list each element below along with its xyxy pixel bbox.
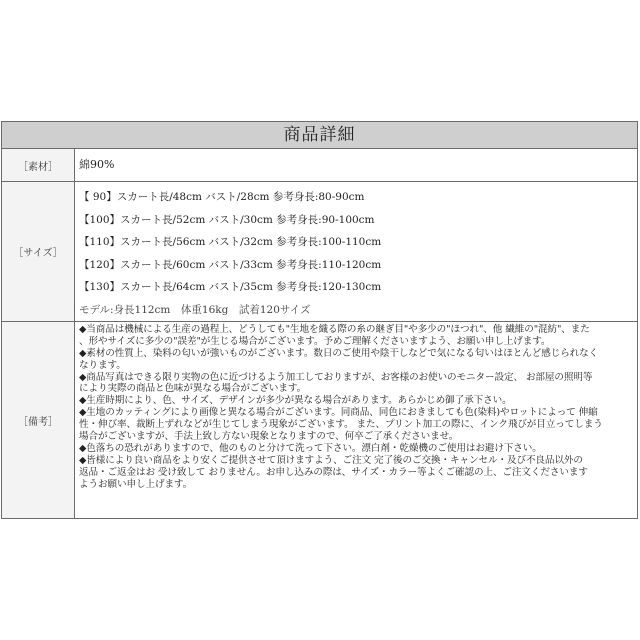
size-line: 【 90】スカート長/48cm バスト/28cm 参考身長:80-90cm <box>79 191 365 203</box>
note-line: ◆商品写真はできる限り実物の色に近づけるよう加工しておりますが、お客様のお使いのモニター設定、 お部屋の照明等 <box>79 371 593 383</box>
note-line: ◆素材の性質上、染料の匂いが強いものがございます。数日のご使用や陰干しなどで気になる匂いはほとんど感じられなく <box>79 347 599 359</box>
size-line: 【100】スカート長/52cm バスト/30cm 参考身長:90-100cm <box>79 213 375 226</box>
product-details-table <box>1 121 638 519</box>
note-line: により実際の商品と色味が異なる場合がございます。 <box>79 383 307 395</box>
notes-label: ［備考］ <box>2 322 75 518</box>
material-row <box>2 149 637 182</box>
note-line: ◆色落ちの恐れがありますので、他のものと分けて洗って下さい。漂白剤・乾燥機のご使用はお避け下さい。 <box>79 442 542 454</box>
note-line: 性・伸び率、裁断上ずれなどが生じてしまう現象がございます。 また、プリント加工の際に、インク飛びが目立ってしまう <box>79 419 603 431</box>
note-line: ◆生地のカッティングにより画像と異なる場合がございます。同商品、同色におきましても色(染料)やロットによって 伸縮 <box>79 407 598 419</box>
size-label: ［サイズ］ <box>2 182 75 321</box>
notes-row <box>2 322 637 518</box>
note-line: ◆生産時期により、色、サイズ、デザインが多少が異なる場合があります。あらかじめ御了承下さい。 <box>79 395 512 407</box>
note-line: ◆皆様により良い商品をより安くご提供させて頂けますよう、ご注文 完了後のご交換・キャンセル・及び不良品以外の <box>79 454 583 466</box>
material-value: 綿90% <box>79 158 115 171</box>
note-line: 場合がございますが、手法上致し方ない現象となりますので、何卒ご了承くださいませ。 <box>79 431 459 443</box>
note-line: ◆当商品は機械による生産の過程上、どうしても"生地を織る際の糸の継ぎ目"や多少の"ほつれ"、他 繊維の"混紡"、また <box>79 324 590 335</box>
note-line: 返品・ご返金はお 受け致して おりません。お申し込みの際は、サイズ・カラー等よくご確認の上、ご注文くださいます <box>79 466 588 478</box>
table-title: 商品詳細 <box>2 122 637 149</box>
note-line: 、形やサイズに多少の"誤差"が生じる場合がございます。予めご理解くださいますよう、お願い申し上げます。 <box>79 335 551 347</box>
size-line: 【120】スカート長/60cm バスト/33cm 参考身長:110-120cm <box>79 258 382 271</box>
size-line: 【130】スカート長/64cm バスト/35cm 参考身長:120-130cm <box>79 281 382 293</box>
size-list <box>75 182 637 321</box>
note-line: なります。 <box>79 359 126 371</box>
notes-text <box>75 322 637 518</box>
size-line: 【110】スカート長/56cm バスト/32cm 参考身長:100-110cm <box>79 236 382 248</box>
size-row <box>2 182 637 322</box>
note-line: ようお願い申し上げます。 <box>79 478 193 490</box>
material-label: ［素材］ <box>2 149 75 181</box>
model-info: モデル:身長112cm 体重16kg 試着120サイズ <box>79 303 311 316</box>
